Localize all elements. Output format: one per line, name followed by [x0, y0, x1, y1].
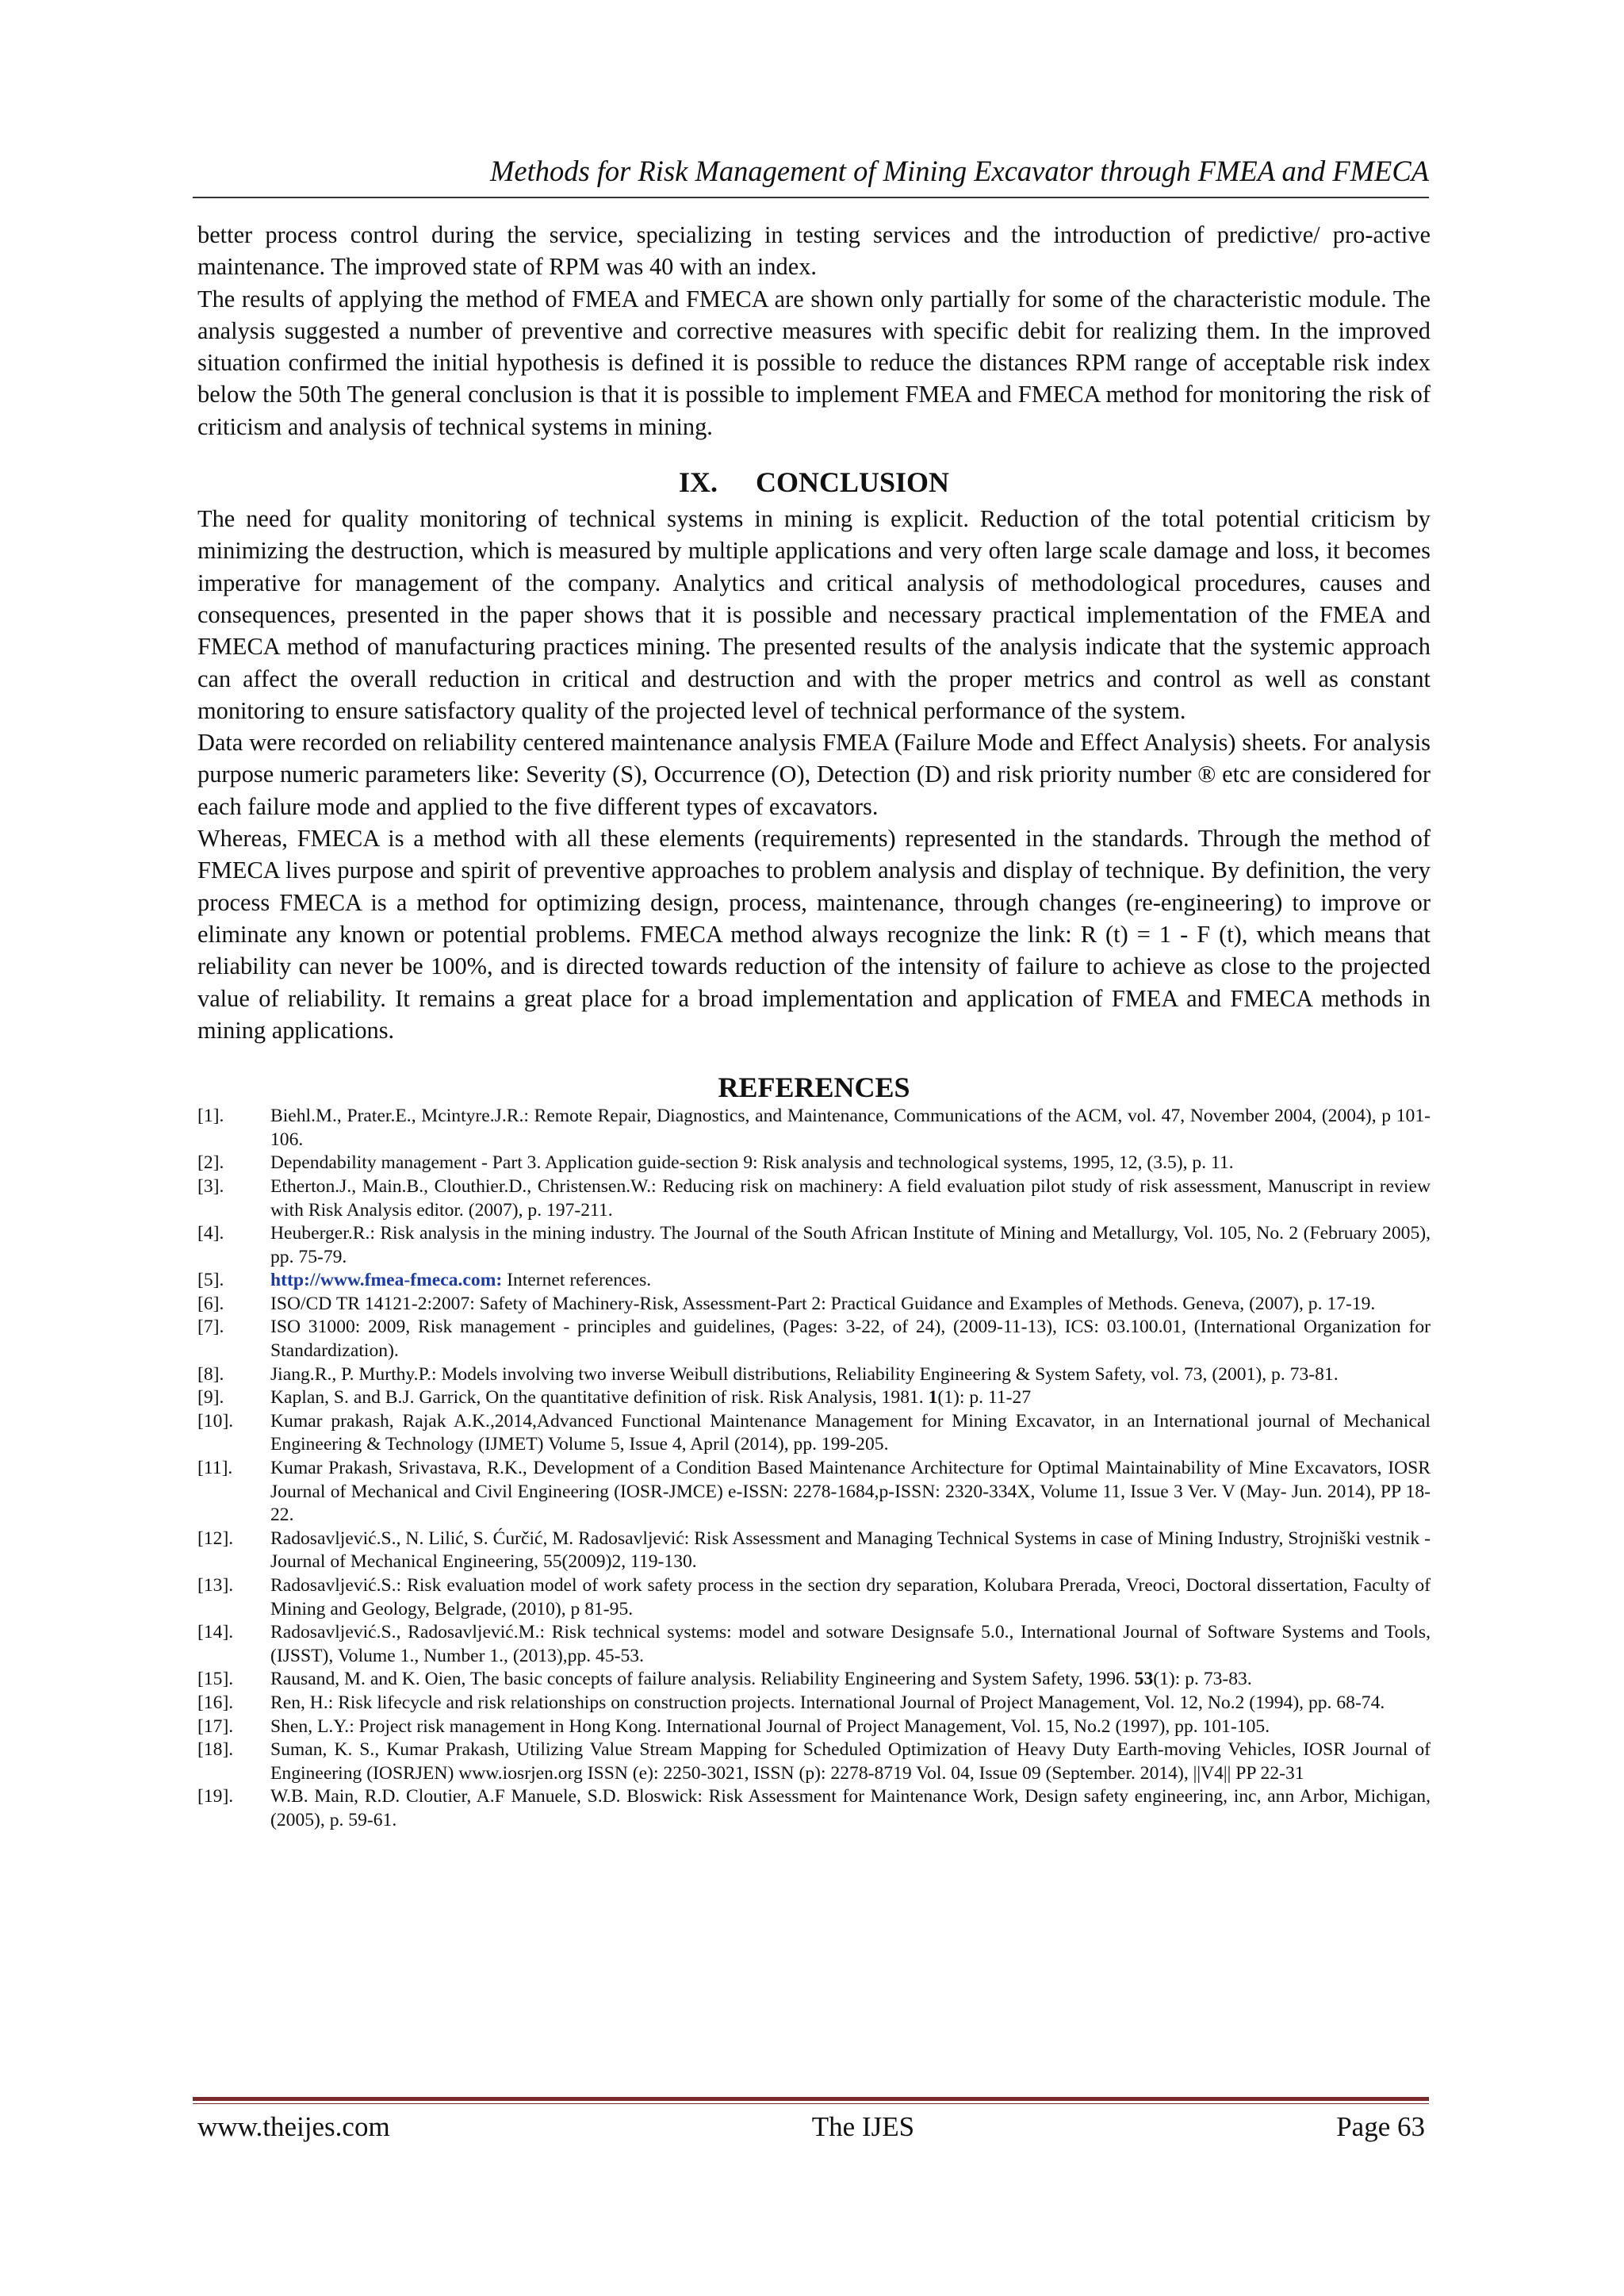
reference-link[interactable]: http://www.fmea-fmeca.com: [270, 1270, 503, 1291]
section-title: CONCLUSION [755, 466, 950, 499]
reference-text-pre: Rausand, M. and K. Oien, The basic concepts of failure analysis. Reliability Engineering and System Safety, 1996. [270, 1669, 1135, 1690]
footer-page-number: Page 63 [1336, 2111, 1425, 2142]
intro-paragraph-2: The results of applying the method of FMEA and FMECA are shown only partially for some of the characteristic module. The analysis suggested a number of preventive and corrective measures with specific debit for realizing them. In the improved situation confirmed the initial hypothesis is defined it is possible to reduce the distances RPM range of acceptable risk index below the 50th The general conclusion is that it is possible to implement FMEA and FMECA method for monitoring the risk of criticism and analysis of technical systems in mining. [197, 285, 1431, 440]
conclusion-paragraph-2: Data were recorded on reliability centered maintenance analysis FMEA (Failure Mode and Effect Analysis) sheets. For analysis purpose numeric parameters like: Severity (S), Occurrence (O), Detection (D) and risk priority number ® etc are considered for each failure mode and applied to the five different types of excavators. [197, 729, 1431, 820]
running-title: Methods for Risk Management of Mining Excavator through FMEA and FMECA [489, 155, 1429, 187]
reference-text-rest: Internet references. [502, 1270, 652, 1291]
reference-text [270, 1269, 1431, 1293]
reference-text: Dependability management - Part 3. Application guide-section 9: Risk analysis and technological systems, 1995, 12, (3.5), p. 11. [270, 1152, 1234, 1174]
reference-text: Kumar Prakash, Srivastava, R.K., Development of a Condition Based Maintenance Architecture for Optimal Maintainability of Mine Excavators, IOSR Journal of Mechanical and Civil Engineering (IOSR-JMCE) e-ISSN: 2278-1684,p-ISSN: 2320-334X, Volume 11, Issue 3 Ver. V (May- Jun. 2014), PP 18-22. [270, 1458, 1431, 1526]
section-heading-conclusion [197, 465, 1431, 500]
reference-item [197, 1175, 1431, 1222]
reference-number: [17]. [197, 1715, 234, 1737]
reference-item [197, 1668, 1431, 1692]
reference-number: [3]. [197, 1175, 224, 1197]
reference-text: Biehl.M., Prater.E., Mcintyre.J.R.: Remote Repair, Diagnostics, and Maintenance, Communications of the ACM, vol. 47, November 2004, (2004), p 101-106. [270, 1106, 1431, 1150]
reference-text: ISO 31000: 2009, Risk management - principles and guidelines, (Pages: 3-22, of 24), (2009-11-13), ICS: 03.100.01, (International Organization for Standardization). [270, 1317, 1431, 1362]
reference-number: [13]. [197, 1575, 234, 1596]
footer-rule [193, 2097, 1429, 2101]
reference-text [270, 1386, 1431, 1410]
reference-item [197, 1269, 1431, 1293]
footer-website: www.theijes.com [197, 2111, 390, 2142]
section-number: IX. [678, 466, 718, 499]
reference-number: [19]. [197, 1786, 234, 1807]
references-list [197, 1105, 1431, 1832]
reference-volume: 1 [928, 1387, 938, 1409]
reference-number: [15]. [197, 1669, 234, 1690]
reference-item [197, 1316, 1431, 1363]
reference-number: [8]. [197, 1363, 224, 1385]
reference-text: Radosavljević.S.: Risk evaluation model of work safety process in the section dry separation, Kolubara Prerada, Vreoci, Doctoral dissertation, Faculty of Mining and Geology, Belgrade, (2010), p 81-95. [270, 1575, 1431, 1619]
reference-text: Heuberger.R.: Risk analysis in the mining industry. The Journal of the South African Institute of Mining and Metallurgy, Vol. 105, No. 2 (February 2005), pp. 75-79. [270, 1223, 1431, 1267]
reference-text: Ren, H.: Risk lifecycle and risk relationships on construction projects. International Journal of Project Management, Vol. 12, No.2 (1994), pp. 68-74. [270, 1692, 1385, 1713]
reference-text [270, 1668, 1431, 1692]
reference-number: [4]. [197, 1223, 224, 1244]
page-body [197, 219, 1431, 1833]
reference-text: Jiang.R., P. Murthy.P.: Models involving two inverse Weibull distributions, Reliability Engineering & System Safety, vol. 73, (2001), p. 73-81. [270, 1363, 1339, 1385]
reference-number: [7]. [197, 1317, 224, 1338]
reference-number: [1]. [197, 1106, 224, 1127]
reference-item [197, 1222, 1431, 1269]
reference-text: Shen, L.Y.: Project risk management in Hong Kong. International Journal of Project Management, Vol. 15, No.2 (1997), pp. 101-105. [270, 1715, 1270, 1737]
reference-number: [10]. [197, 1410, 234, 1432]
reference-item [197, 1738, 1431, 1785]
reference-text: ISO/CD TR 14121-2:2007: Safety of Machinery-Risk, Assessment-Part 2: Practical Guidance and Examples of Methods. Geneva, (2007), p. 17-19. [270, 1293, 1376, 1314]
reference-item [197, 1527, 1431, 1574]
footer-journal: The IJES [811, 2111, 915, 2142]
reference-text-post: (1): p. 11-27 [937, 1387, 1032, 1409]
reference-item [197, 1363, 1431, 1387]
reference-text: Kumar prakash, Rajak A.K.,2014,Advanced Functional Maintenance Management for Mining Excavator, in an International journal of Mechanical Engineering & Technology (IJMET) Volume 5, Issue 4, April (2014), pp. 199-205. [270, 1410, 1431, 1455]
reference-number: [11]. [197, 1458, 233, 1479]
reference-text: W.B. Main, R.D. Cloutier, A.F Manuele, S.D. Bloswick: Risk Assessment for Maintenance Work, Design safety engineering, inc, ann Arbor, Michigan, (2005), p. 59-61. [270, 1786, 1431, 1830]
reference-number: [12]. [197, 1527, 234, 1549]
reference-number: [6]. [197, 1293, 224, 1314]
references-heading: REFERENCES [718, 1071, 910, 1104]
page-footer [197, 2110, 1425, 2145]
footer-rule-thin [193, 2103, 1429, 2104]
intro-paragraph-1: better process control during the service, specializing in testing services and the introduction of predictive/ pro-active maintenance. The improved state of RPM was 40 with an index. [197, 221, 1431, 281]
running-header [193, 151, 1429, 198]
reference-text: Radosavljević.S., N. Lilić, S. Ćurčić, M. Radosavljević: Risk Assessment and Managing Technical Systems in case of Mining Industry, Strojniški vestnik - Journal of Mechanical Engineering, 55(2009)2, 119-130. [270, 1527, 1431, 1573]
reference-volume: 53 [1134, 1669, 1154, 1690]
reference-number: [14]. [197, 1622, 234, 1643]
reference-text: Suman, K. S., Kumar Prakash, Utilizing Value Stream Mapping for Scheduled Optimization of Heavy Duty Earth-moving Vehicles, IOSR Journal of Engineering (IOSRJEN) www.iosrjen.org ISSN (e): 2250-3021, ISSN (p): 2278-8719 Vol. 04, Issue 09 (September. 2014), ||V4|| PP 22-31 [270, 1739, 1431, 1784]
conclusion-paragraph-3: Whereas, FMECA is a method with all these elements (requirements) represented in the standards. Through the method of FMECA lives purpose and spirit of preventive approaches to problem analysis and display of technique. By definition, the very process FMECA is a method for optimizing design, process, maintenance, through changes (re-engineering) to improve or eliminate any known or potential problems. FMECA method always recognize the link: R (t) = 1 - F (t), which means that reliability can never be 100%, and is directed towards reduction of the intensity of failure to achieve as close to the projected value of reliability. It remains a great place for a broad implementation and application of FMEA and FMECA methods in mining applications. [197, 825, 1431, 1044]
reference-item [197, 1692, 1431, 1715]
reference-number: [18]. [197, 1739, 234, 1761]
reference-item [197, 1457, 1431, 1527]
reference-item [197, 1386, 1431, 1410]
reference-item [197, 1621, 1431, 1668]
reference-number: [16]. [197, 1692, 234, 1713]
reference-text: Radosavljević.S., Radosavljević.M.: Risk technical systems: model and sotware Designsafe 5.0., International Journal of Software Systems and Tools, (IJSST), Volume 1., Number 1., (2013),pp. 45-53. [270, 1622, 1431, 1666]
conclusion-paragraph-1: The need for quality monitoring of technical systems in mining is explicit. Reduction of the total potential criticism by minimizing the destruction, which is measured by multiple applications and very often large scale damage and loss, it becomes imperative for management of the company. Analytics and critical analysis of methodological procedures, causes and consequences, presented in the paper shows that it is possible and necessary practical implementation of the FMEA and FMECA method of manufacturing practices mining. The presented results of the analysis indicate that the systemic approach can affect the overall reduction in critical and destruction and with the proper metrics and control as well as constant monitoring to ensure satisfactory quality of the projected level of technical performance of the system. [197, 505, 1431, 724]
reference-number: [9]. [197, 1387, 224, 1409]
reference-text-pre: Kaplan, S. and B.J. Garrick, On the quantitative definition of risk. Risk Analysis, 1981. [270, 1387, 929, 1409]
reference-item [197, 1715, 1431, 1739]
reference-text: Etherton.J., Main.B., Clouthier.D., Christensen.W.: Reducing risk on machinery: A field evaluation pilot study of risk assessment, Manuscript in review with Risk Analysis editor. (2007), p. 197-211. [270, 1175, 1431, 1221]
reference-item [197, 1785, 1431, 1832]
reference-item [197, 1293, 1431, 1317]
reference-item [197, 1105, 1431, 1152]
reference-item [197, 1574, 1431, 1621]
reference-item [197, 1410, 1431, 1457]
reference-text-post: (1): p. 73-83. [1153, 1669, 1252, 1690]
reference-number: [5]. [197, 1270, 224, 1291]
reference-item [197, 1152, 1431, 1175]
reference-number: [2]. [197, 1152, 224, 1174]
